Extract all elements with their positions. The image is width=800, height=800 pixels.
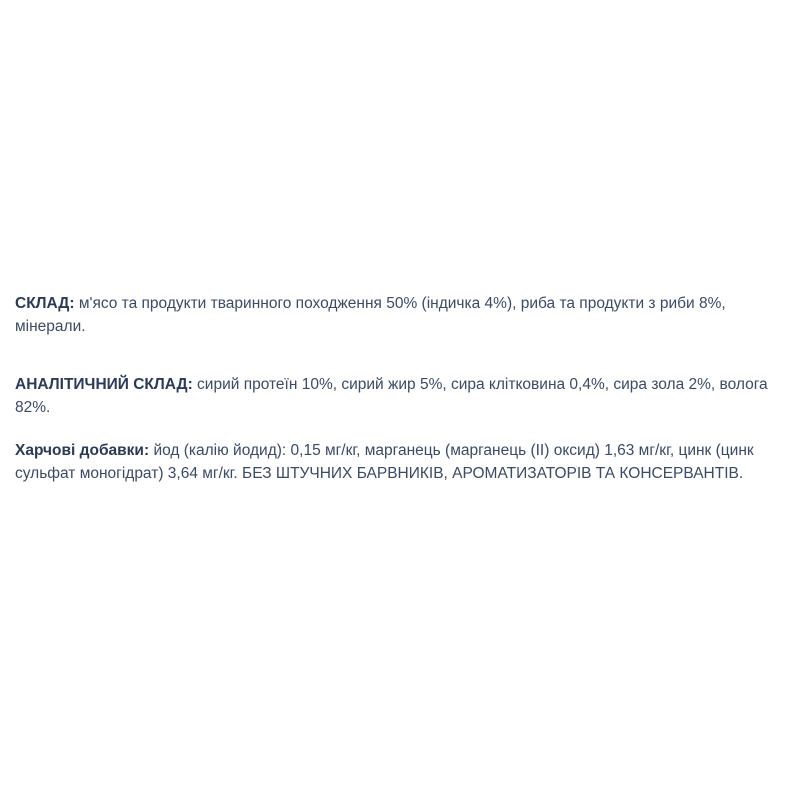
analytical-paragraph	[15, 373, 790, 419]
composition-label: СКЛАД:	[15, 295, 75, 312]
additives-label: Харчові добавки:	[15, 442, 150, 459]
additives-text: йод (калію йодид): 0,15 мг/кг, марганець (марганець (II) оксид) 1,63 мг/кг, цинк (цинк сульфат моногідрат) 3,64 мг/кг. БЕЗ ШТУЧНИХ БАРВНИКІВ, АРОМАТИЗАТОРІВ ТА КОНСЕРВАНТІВ.	[15, 442, 754, 482]
analytical-text: сирий протеїн 10%, сирий жир 5%, сира клітковина 0,4%, сира зола 2%, волога 82%.	[15, 376, 768, 416]
composition-paragraph	[15, 292, 790, 338]
composition-text: м'ясо та продукти тваринного походження 50% (індичка 4%), риба та продукти з риби 8%, мінерали.	[15, 295, 726, 335]
additives-paragraph	[15, 439, 790, 485]
product-description	[15, 292, 790, 485]
analytical-label: АНАЛІТИЧНИЙ СКЛАД:	[15, 376, 193, 393]
